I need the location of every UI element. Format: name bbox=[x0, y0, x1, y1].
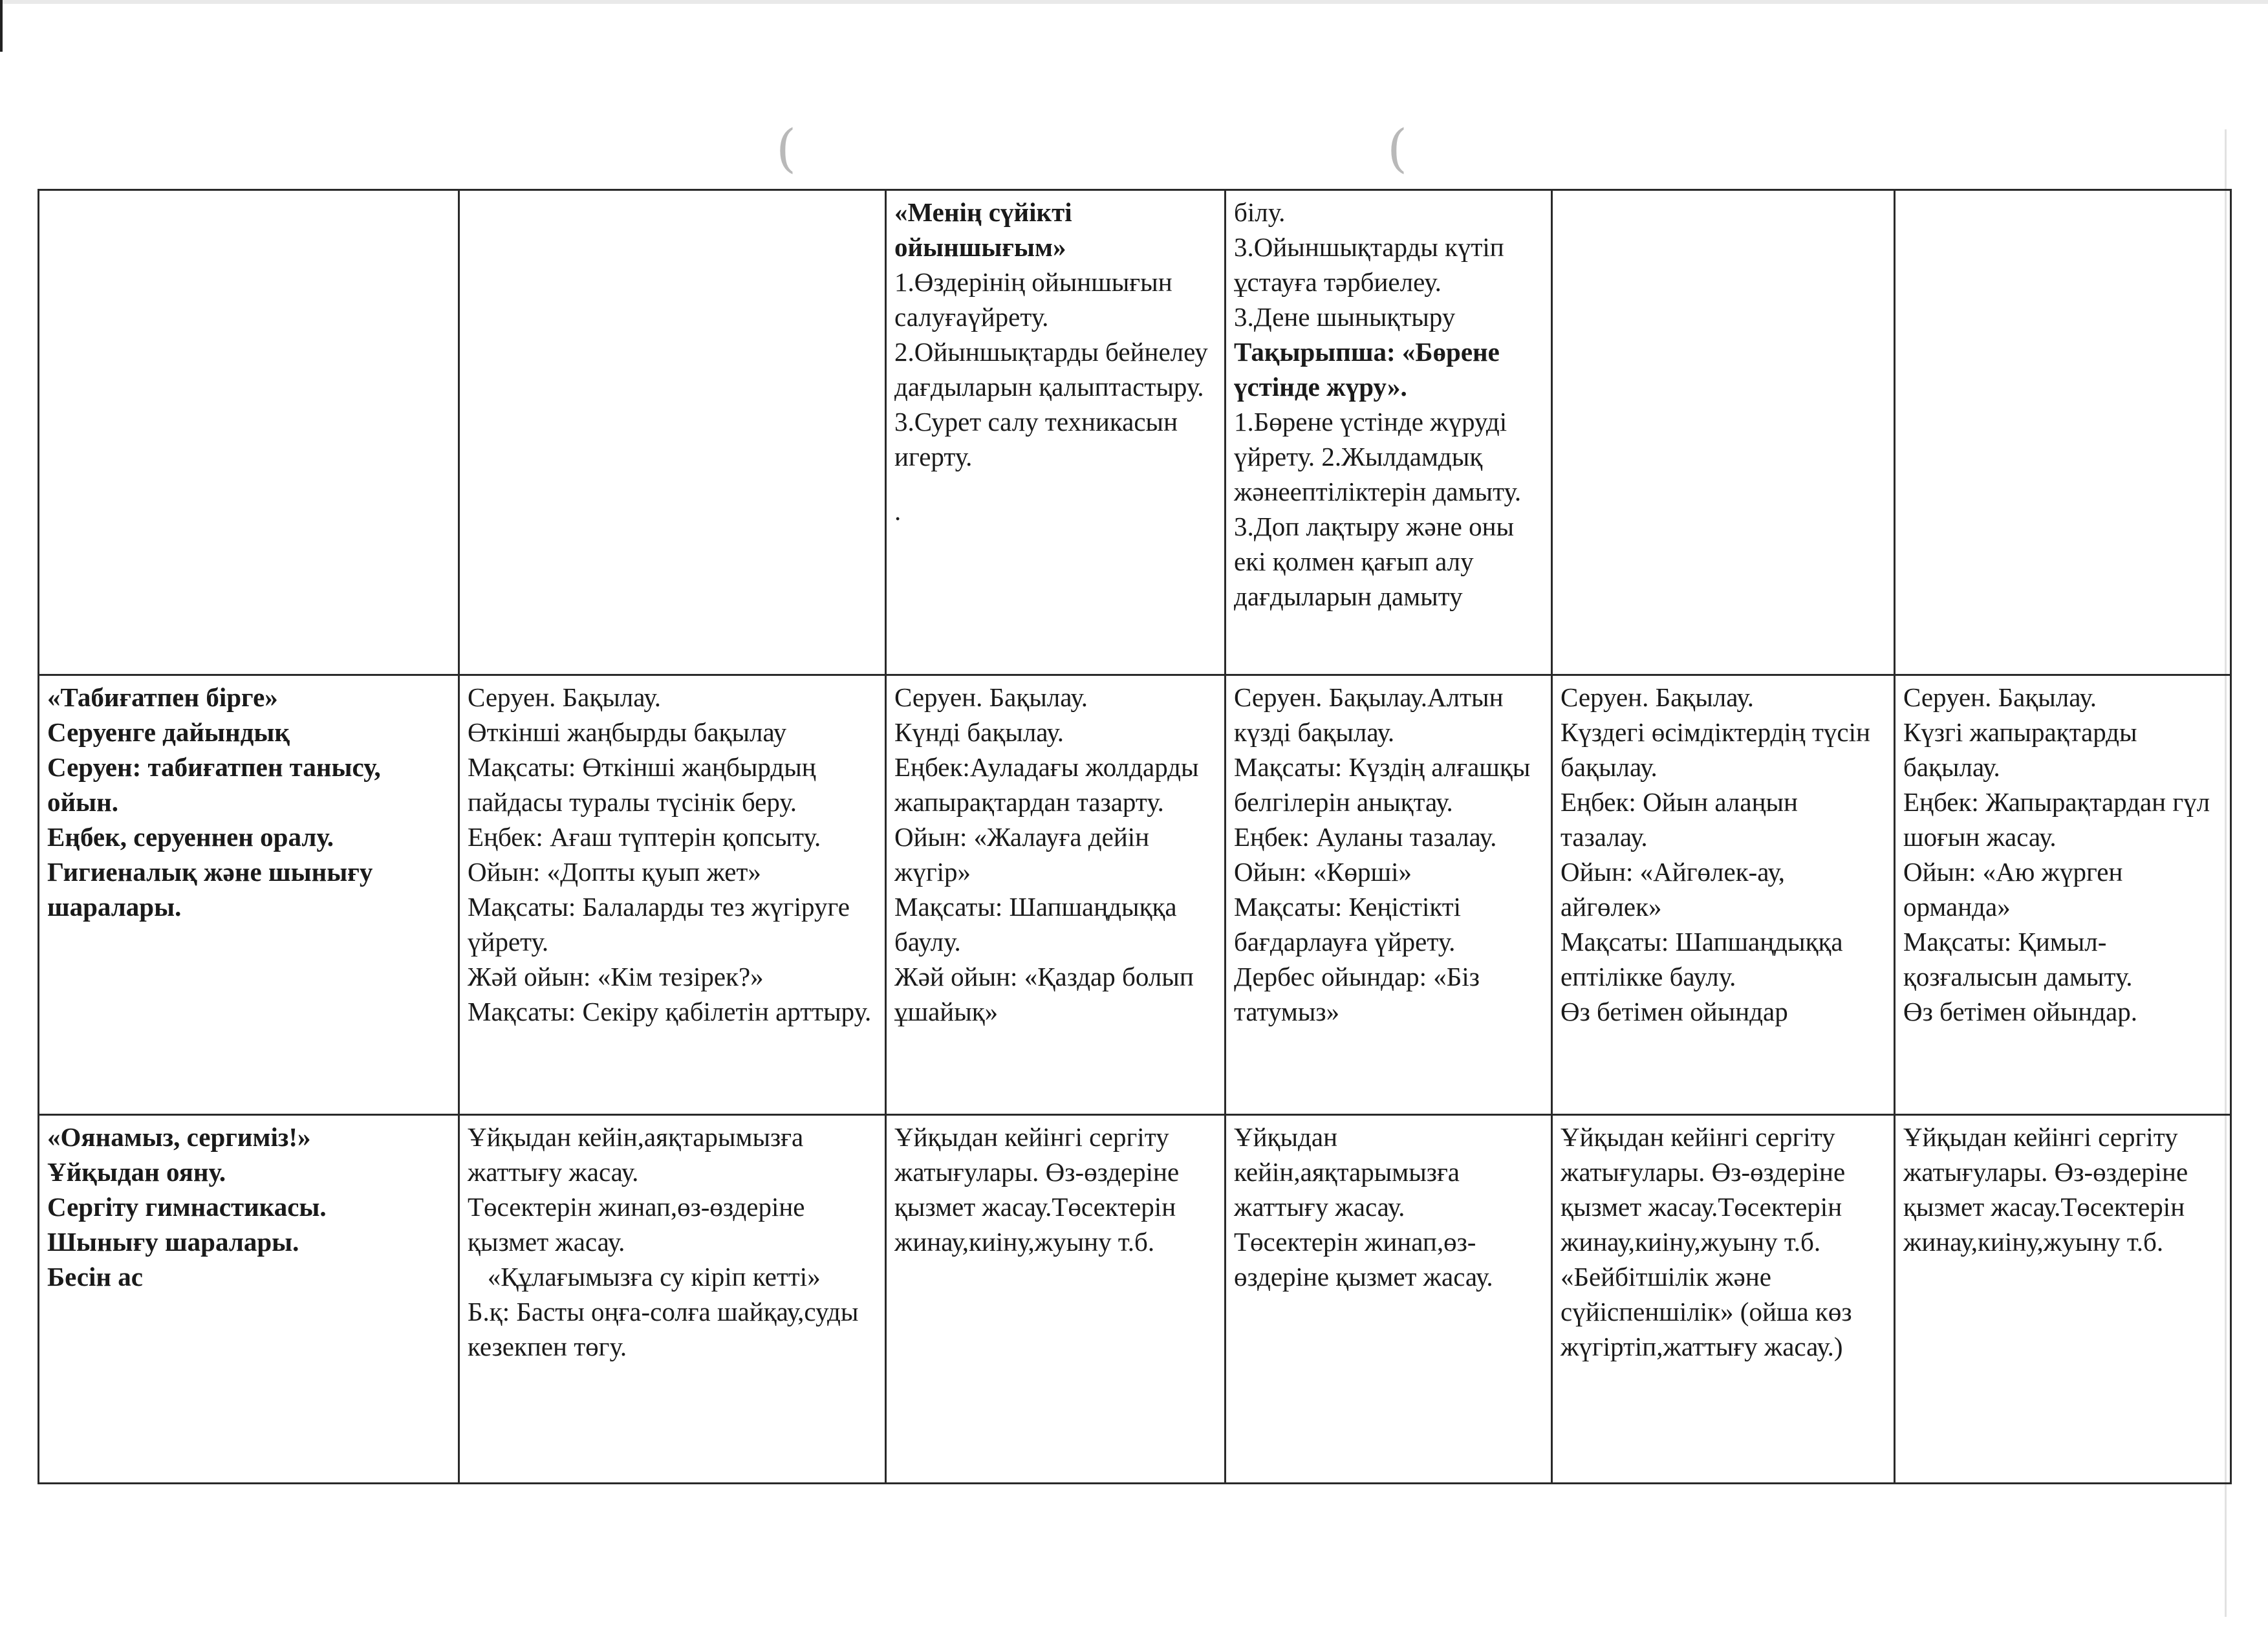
header-line: Сергіту гимнастикасы. bbox=[47, 1192, 327, 1222]
cell-line: Мақсаты: Шапшаңдыққа ептілікке баулу. bbox=[1561, 927, 1843, 991]
walk-cell bbox=[459, 675, 886, 1115]
cell-line: 2.Ойыншықтарды бейнелеу дағдыларын қалыптастыру. 3.Сурет салу техникасын игерту. bbox=[894, 337, 1208, 471]
row-header-cell bbox=[39, 675, 459, 1115]
cell-line: «Бейбітшілік және сүйіспеншілік» (ойша көз жүгіртіп,жаттығу жасау.) bbox=[1561, 1262, 1852, 1361]
cell-line: Күздегі өсімдіктердің түсін бақылау. bbox=[1561, 717, 1870, 782]
walk-cell bbox=[1226, 675, 1552, 1115]
cell-line: Күзгі жапырақтарды бақылау. bbox=[1903, 717, 2137, 782]
empty-cell bbox=[1895, 190, 2231, 675]
cell-line: Еңбек: Ауланы тазалау. bbox=[1234, 822, 1497, 852]
header-line: Серуен: табиғатпен танысу, ойын. bbox=[47, 752, 381, 817]
empty-cell bbox=[39, 190, 459, 675]
cell-line: Жәй ойын: «Қаздар болып ұшайық» bbox=[894, 962, 1194, 1026]
cell-line: Еңбек:Ауладағы жолдарды жапырақтардан тазарту. bbox=[894, 752, 1199, 817]
cell-line: Ұйқыдан кейінгі сергіту жатығулары. Өз-өздеріне қызмет жасау.Төсектерін жинау,киіну,жуыну т.б. bbox=[1903, 1122, 2188, 1257]
cell-line: . bbox=[894, 496, 902, 526]
nap-cell bbox=[1226, 1115, 1552, 1484]
cell-line: Ойын: «Аю жүрген орманда» bbox=[1903, 857, 2123, 922]
cell-subtitle: Тақырыпша: «Бөрене үстінде жүру». bbox=[1234, 337, 1500, 402]
header-line: Шынығу шаралары. bbox=[47, 1227, 299, 1257]
cell-line: Мақсаты: Кеңістікті бағдарлауға үйрету. bbox=[1234, 892, 1462, 957]
header-line: «Табиғатпен бірге» bbox=[47, 682, 278, 712]
cell-line: Мақсаты: Қимыл-қозғалысын дамыту. bbox=[1903, 927, 2133, 991]
cell-line: Мақсаты: Секіру қабілетін арттыру. bbox=[468, 997, 872, 1026]
cell-line: Өз бетімен ойындар. bbox=[1903, 997, 2137, 1026]
cell-line: білу. bbox=[1234, 197, 1286, 227]
plan-sheet bbox=[38, 189, 2232, 1484]
cell-line: Дербес ойындар: «Біз татумыз» bbox=[1234, 962, 1480, 1026]
punch-hole-mark: ( bbox=[776, 118, 797, 179]
cell-line: Еңбек: Ойын алаңын тазалау. bbox=[1561, 787, 1798, 852]
scan-left-mark bbox=[0, 0, 3, 52]
cell-line: Еңбек: Жапырақтардан гүл шоғын жасау. bbox=[1903, 787, 2210, 852]
row-header-cell bbox=[39, 1115, 459, 1484]
cell-line: Ойын: «Айгөлек-ау, айгөлек» bbox=[1561, 857, 1786, 922]
cell-line: Серуен. Бақылау. bbox=[1561, 682, 1755, 712]
cell-line: Өз бетімен ойындар bbox=[1561, 997, 1788, 1026]
cell-title: «Менің сүйікті ойыншығым» bbox=[894, 197, 1072, 262]
punch-hole-mark: ( bbox=[1387, 118, 1408, 179]
cell-line: 3.Дене шынықтыру bbox=[1234, 302, 1456, 332]
nap-cell bbox=[1552, 1115, 1895, 1484]
table-row bbox=[39, 675, 2231, 1115]
nap-cell bbox=[1895, 1115, 2231, 1484]
header-line: «Оянамыз, сергиміз!» bbox=[47, 1122, 311, 1152]
empty-cell bbox=[459, 190, 886, 675]
nap-cell bbox=[886, 1115, 1226, 1484]
cell-line: Ойын: «Жалауға дейін жүгір» bbox=[894, 822, 1150, 887]
walk-cell bbox=[886, 675, 1226, 1115]
scan-top-edge bbox=[0, 0, 2268, 4]
cell-line: 3.Ойыншықтарды күтіп ұстауға тәрбиелеу. bbox=[1234, 232, 1504, 297]
cell-line: Еңбек: Ағаш түптерін қопсыту. bbox=[468, 822, 821, 852]
walk-cell bbox=[1895, 675, 2231, 1115]
cell-line: Ұйқыдан кейін,аяқтарымызға жаттығу жасау. bbox=[468, 1122, 804, 1187]
cell-line: 1.Өздерінің ойыншығын салуғаүйрету. bbox=[894, 267, 1172, 332]
header-line: Гигиеналық және шынығу шаралары. bbox=[47, 857, 373, 922]
header-line: Бесін ас bbox=[47, 1262, 143, 1292]
activity-cell bbox=[1226, 190, 1552, 675]
header-line: Еңбек, серуеннен оралу. bbox=[47, 822, 334, 852]
cell-line: Мақсаты: Күздің алғашқы белгілерін анықтау. bbox=[1234, 752, 1531, 817]
header-line: Серуенге дайындық bbox=[47, 717, 290, 747]
cell-line: 1.Бөрене үстінде жүруді үйрету. 2.Жылдамдық жәнеептіліктерін дамыту. 3.Доп лақтыру және оны екі қолмен қағып алу дағдыларын дамыту bbox=[1234, 407, 1522, 611]
header-line: Ұйқыдан ояну. bbox=[47, 1157, 226, 1187]
cell-line: Күнді бақылау. bbox=[894, 717, 1064, 747]
cell-line: Ойын: «Допты қуып жет» bbox=[468, 857, 761, 887]
cell-line: «Құлағымызға су кіріп кетті» bbox=[468, 1262, 821, 1292]
table-row bbox=[39, 1115, 2231, 1484]
cell-line: Ойын: «Көрші» bbox=[1234, 857, 1412, 887]
cell-line: Ұйқыдан кейінгі сергіту жатығулары. Өз-өздеріне қызмет жасау.Төсектерін жинау,киіну,жуыну т.б. bbox=[894, 1122, 1180, 1257]
cell-line: Жәй ойын: «Кім тезірек?» bbox=[468, 962, 764, 991]
empty-cell bbox=[1552, 190, 1895, 675]
cell-line: Серуен. Бақылау. bbox=[894, 682, 1088, 712]
cell-line: Ұйқыдан кейін,аяқтарымызға жаттығу жасау. bbox=[1234, 1122, 1460, 1222]
walk-cell bbox=[1552, 675, 1895, 1115]
plan-table bbox=[38, 189, 2232, 1484]
cell-line: Өткінші жаңбырды бақылау bbox=[468, 717, 787, 747]
cell-line: Мақсаты: Өткінші жаңбырдың пайдасы туралы түсінік беру. bbox=[468, 752, 816, 817]
cell-line: Ұйқыдан кейінгі сергіту жатығулары. Өз-өздеріне қызмет жасау.Төсектерін жинау,киіну,жуыну т.б. bbox=[1561, 1122, 1846, 1257]
cell-line: Мақсаты: Шапшаңдыққа баулу. bbox=[894, 892, 1177, 957]
nap-cell bbox=[459, 1115, 886, 1484]
table-row bbox=[39, 190, 2231, 675]
activity-cell bbox=[886, 190, 1226, 675]
cell-line: Төсектерін жинап,өз-өздеріне қызмет жасау. bbox=[1234, 1227, 1493, 1292]
cell-line: Серуен. Бақылау. bbox=[1903, 682, 2097, 712]
cell-line: Б.қ: Басты оңға-солға шайқау,суды кезекпен төгу. bbox=[468, 1297, 859, 1361]
cell-line: Серуен. Бақылау. bbox=[468, 682, 662, 712]
cell-line: Төсектерін жинап,өз-өздеріне қызмет жасау. bbox=[468, 1192, 805, 1257]
cell-line: Серуен. Бақылау.Алтын күзді бақылау. bbox=[1234, 682, 1504, 747]
cell-line: Мақсаты: Балаларды тез жүгіруге үйрету. bbox=[468, 892, 850, 957]
